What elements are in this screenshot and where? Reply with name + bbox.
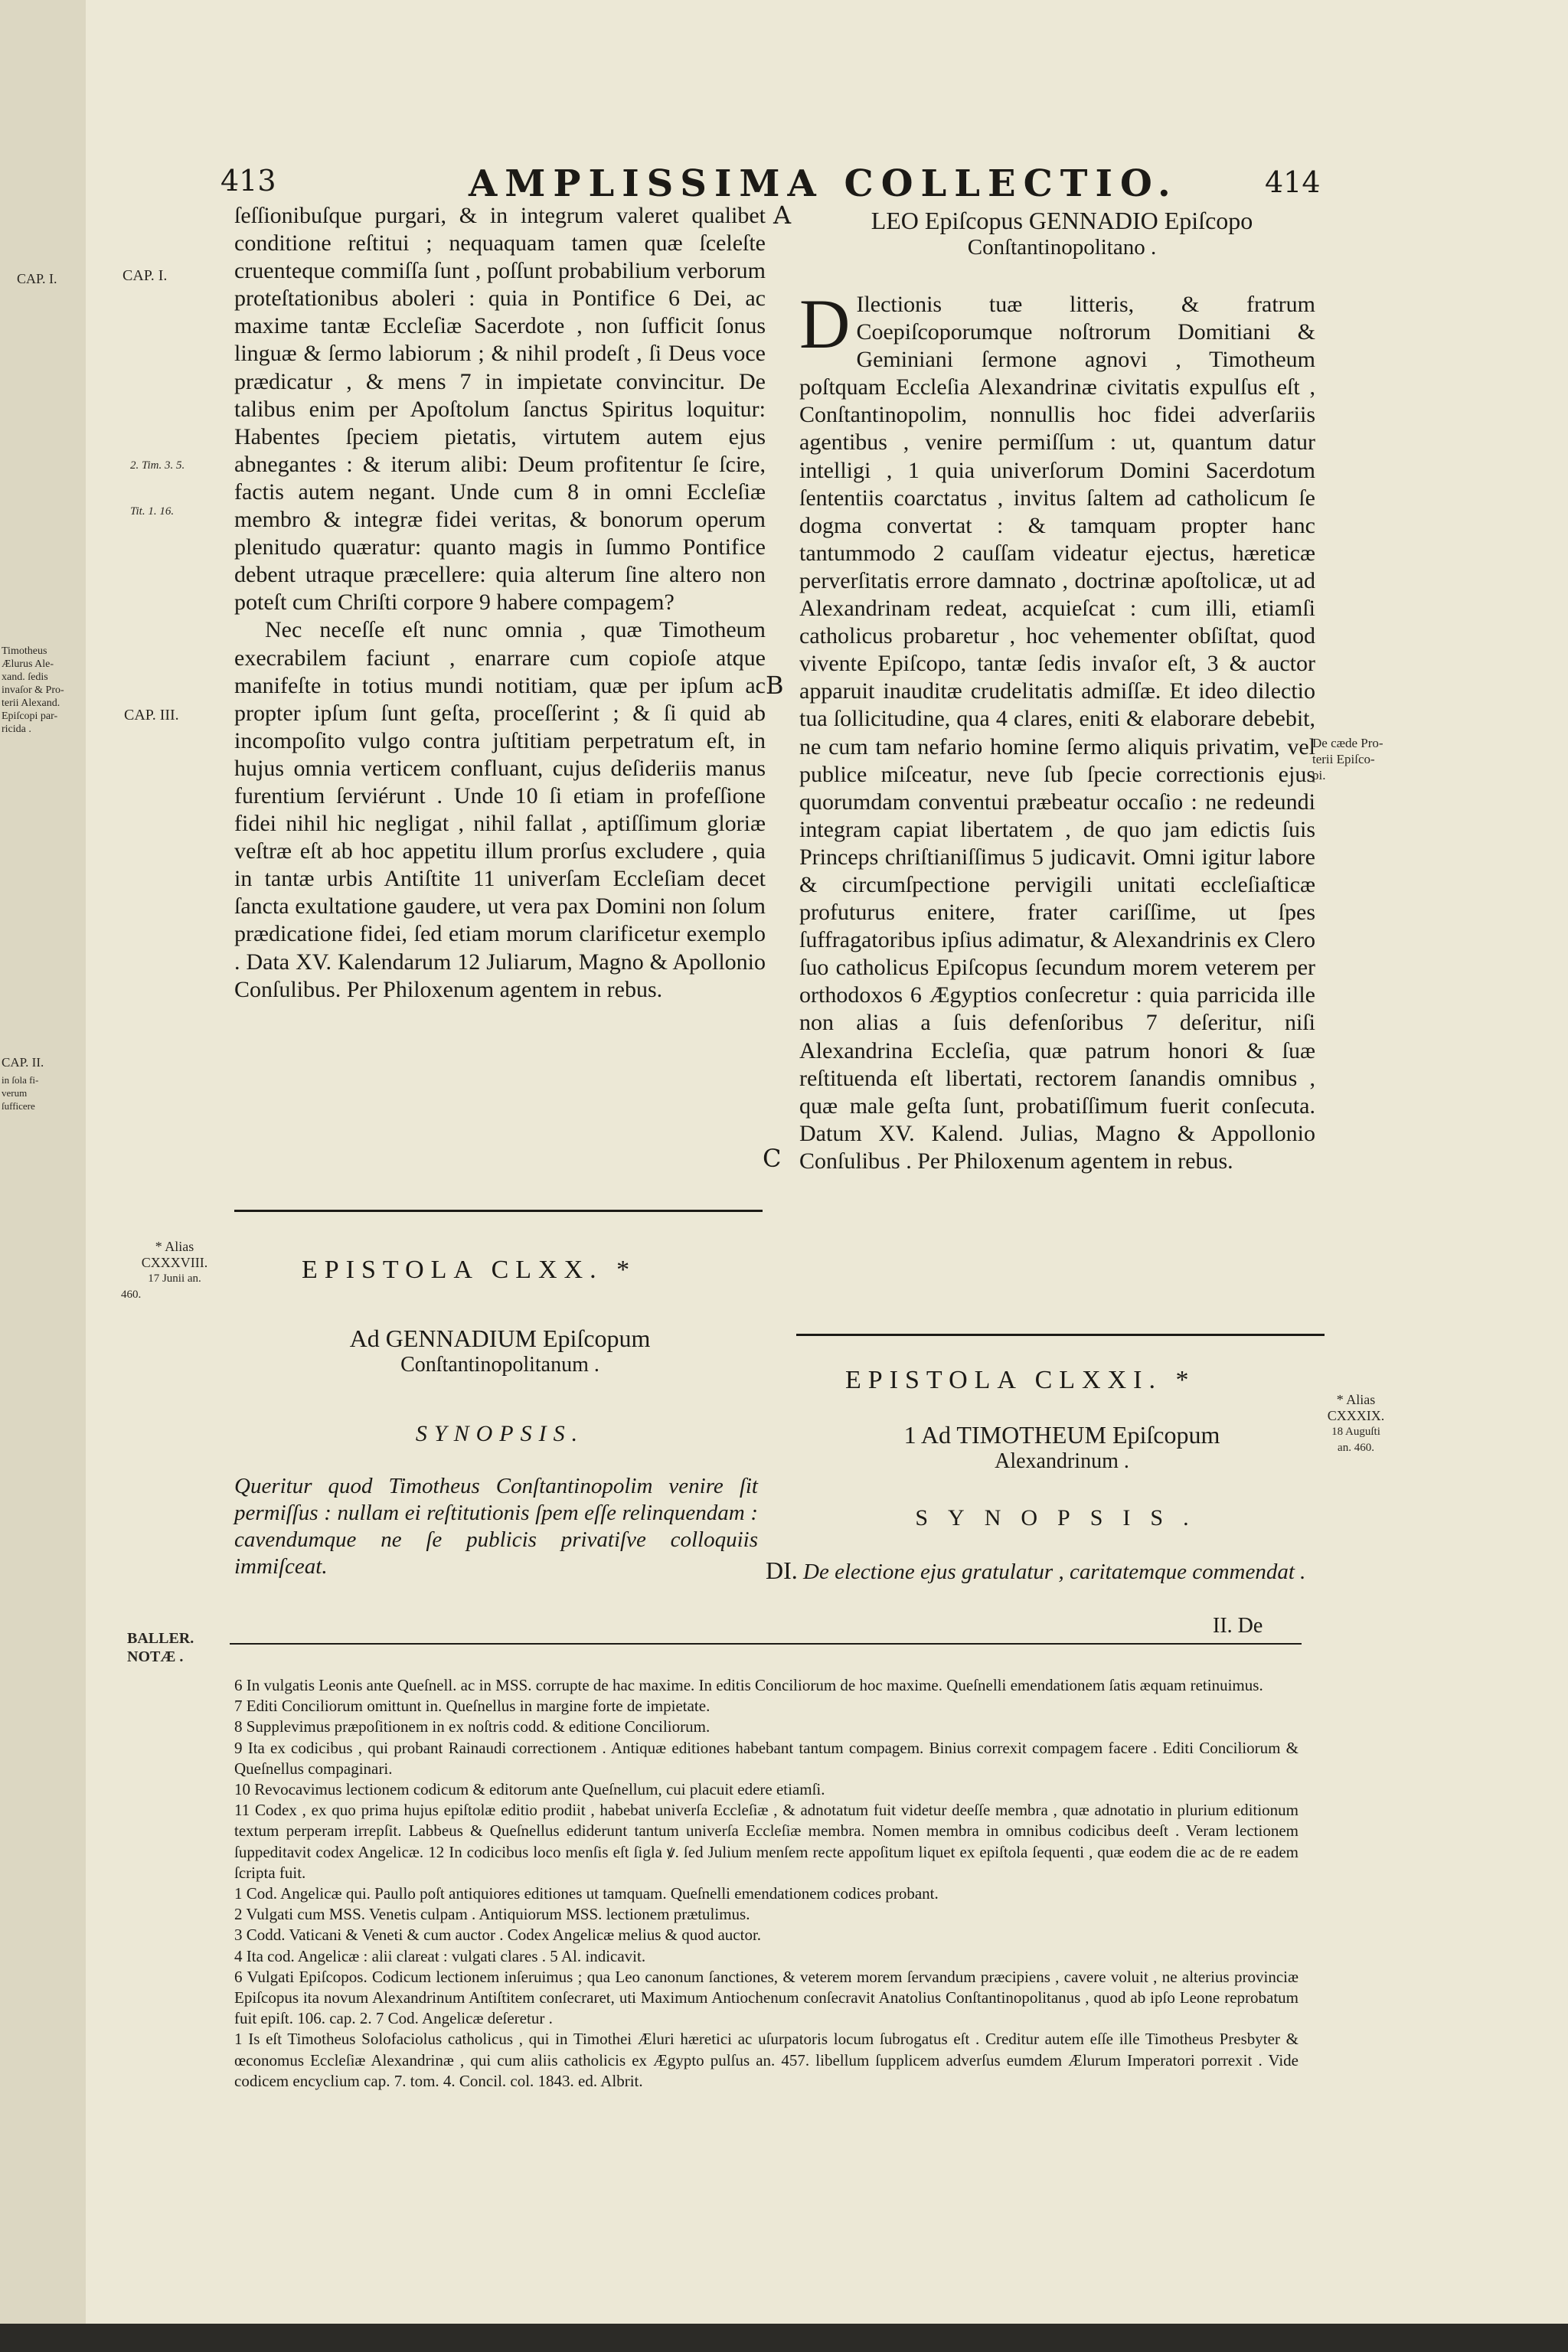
left-column-rule bbox=[234, 1210, 763, 1212]
footnote: 11 Codex , ex quo prima hujus epiſtolæ editio prodiit , habebat univerſa Eccleſiæ , & adnotatum fuit videtur deeſſe membra , quæ adnotatio in plurium editionum textum perperam irrepſit. Labbeus & Queſnellus ediderunt tantum univerſa Eccleſiæ membra. Nomen membra in omnibus codicibus deeſt . Veram lectionem ſuppeditavit codex Angelicæ. 12 In codicibus loco menſis eſt ſigla ꝟ. ſed Julium menſem recte appoſitum liquet ex epiſtola ſequenti , quæ eodem die ac de re eadem ſcripta fuit. bbox=[234, 1801, 1298, 1882]
margin-cap-1: CAP. I. bbox=[122, 267, 168, 284]
epistola-170-addressee: Ad GENNADIUM Epiſcopum Conſtantinopolitanum . bbox=[349, 1325, 651, 1377]
epistola-170-title: EPISTOLA CLXX. * bbox=[302, 1256, 637, 1284]
section-letter-c: C bbox=[763, 1144, 782, 1173]
margin-alias-170: * Alias CXXXVIII. 17 Junii an. 460. bbox=[121, 1239, 208, 1301]
footnotes-rule bbox=[230, 1643, 1302, 1645]
prev-margin-cap1: CAP. I. bbox=[17, 271, 57, 286]
margin-note-proterius: De cæde Pro- terii Epiſco- pi. bbox=[1312, 736, 1383, 782]
margin-ref-1: 2. Tim. 3. 5. bbox=[130, 459, 185, 472]
left-column-text bbox=[234, 202, 766, 1004]
prev-margin-note: Timotheus Ælurus Ale- xand. ſedis invaſor & Pro- terii Alexand. Epiſcopi par- ricida . bbox=[2, 645, 64, 735]
drop-cap: D bbox=[799, 285, 851, 363]
footnote: 2 Vulgati cum MSS. Venetis culpam . Antiquiorum MSS. lectionem prætulimus. bbox=[234, 1905, 750, 1924]
epistola-170-synopsis-text: Queritur quod Timotheus Conſtantinopolim venire ſit permiſſus : nullam ei reſtitutionis ſpem eſſe relinquendam : cavendumque ne ſe publicis privatiſve colloquiis immiſceat. bbox=[234, 1474, 758, 1579]
footnote: 1 Cod. Angelicæ qui. Paullo poſt antiquiores editiones ut tamquam. Queſnelli emendationem codices probant. bbox=[234, 1884, 939, 1903]
catchword: II. De bbox=[1213, 1614, 1263, 1638]
footnote: 7 Editi Conciliorum omittunt in. Queſnellus in margine forte de impietate. bbox=[234, 1697, 710, 1716]
footnote: 1 Is eſt Timotheus Solofaciolus catholicus , qui in Timothei Æluri hæretici ac uſurpatoris locum ſubrogatus eſt . Creditur autem eſſe ille Timotheus Presbyter & œconomus Eccleſiæ Alexandrinæ , qui cum aliis catholicis ex Ægypto pulſus an. 457. libellum ſupplicem adverſus eumdem Ælurum Imperatori porrexit . Vide codicem encyclium cap. 7. tom. 4. Concil. col. 1843. ed. Albrit. bbox=[234, 2030, 1298, 2090]
left-paragraph-2: Nec neceſſe eſt nunc omnia , quæ Timotheum execrabilem faciunt , enarrare cum copioſe atque manifeſte in totius mundi notitiam, quæ per ipſum ac propter ipſum ſunt geſta, proceſſerint ; & ſi quid ab incompoſito vulgo contra juſtitiam perpetratum eſt, in hujus omnia verticem confluant, cujus deſideriis manus furentium ſerviérunt . Unde 10 ſi etiam in profeſſione fidei nihil hic negligat , nihil fallat , aptiſſimum gloriæ veſtræ eſt ab hoc appetitu illum prorſus excludere , quia in tantæ urbis Antiſtite 11 univerſam Eccleſiam decet ſancta exultatione gaudere, ut vera pax Domini non ſolum prædicatione fidei, ſed etiam morum clarificetur exemplo . Data XV. Kalendarum 12 Juliarum, Magno & Apollonio Conſulibus. Per Philoxenum agentem in rebus. bbox=[234, 617, 766, 1002]
margin-alias-171: * Alias CXXXIX. 18 Auguſti an. 460. bbox=[1327, 1392, 1385, 1454]
right-column-text bbox=[799, 285, 1315, 1175]
previous-page-edge bbox=[0, 0, 89, 2352]
page-bottom-shadow bbox=[0, 2324, 1568, 2352]
footnote: 6 Vulgati Epiſcopos. Codicum lectionem inſeruimus ; qua Leo canonum ſanctiones, & veterem morem ſervandum præcipiens , cavere voluit , ne alterius provinciæ Epiſcopus ita novum Alexandrinum Antiſtitem conſecraret, uti Maximum Antiochenum conſecravit Anatolius Conſtantinopolitanus , quod ab ipſo Leone reprobatum fuit epiſt. 106. cap. 2. 7 Cod. Angelicæ deſeretur . bbox=[234, 1967, 1298, 2028]
epistola-171-synopsis-label: SYNOPSIS. bbox=[915, 1505, 1209, 1530]
page-number-left: 413 bbox=[220, 164, 276, 198]
section-letter-a: A bbox=[773, 201, 792, 230]
footnote: 6 In vulgatis Leonis ante Queſnell. ac in MSS. corrupte de hac maxime. In editis Conciliorum de hoc maxime. Queſnelli emendationem ſatis æquam retinuimus. bbox=[234, 1676, 1263, 1694]
right-body: Ilectionis tuæ litteris, & fratrum Coepiſcoporumque noſtrorum Domitiani & Geminiani ſermone agnovi , Timotheum poſtquam Eccleſia Alexandrinæ civitatis expulſus eſt , Conſtantinopolim, nonnullis hoc fidei adverſariis agentibus , venire permiſſum : ut, quantum datur intelligi , 1 quia univerſorum Domini Sacerdotum ſententiis coarctatus , invitus ſaltem ad catholicum ſe dogma convertat : & tamquam propter hanc tantummodo 2 cauſſam videatur ejectus, hæreticæ perverſitatis errore damnato , doctrinæ apoſtolicæ, ut ad Alexandrinam redeat, acquieſcat : cum illi, etiamſi catholicus probaretur , hoc vehementer obſiſtat, quod vivente Epiſcopo, tantæ ſedis invaſor eſt, 3 & auctor apparuit inauditæ crudelitatis admiſſæ. Et ideo dilectio tua ſollicitudine, qua 4 clares, eniti & elaborare debebit, ne cum tam nefario homine ſermo aliquis privatim, vel publice miſceatur, neve ſub ſpecie correctionis ejus quorumdam conventui præbeatur occaſio : ne redeundi integram capiat libertatem , de quo jam edictis ſuis Princeps chriſtianiſſimus 5 judicavit. Omni igitur labore & circumſpectione pervigili unitati eccleſiaſticæ profuturus enitere, frater cariſſime, ut ſpes ſuffragatoribus ipſius adimatur, & Alexandrinis ex Clero ſuo catholicus Epiſcopus ſecundum morem veterem per orthodoxos 6 Ægyptios conſecretur : quia parricida ille non alias a ſuis defenſoribus 7 deſeritur, niſi Alexandrina Eccleſia, quæ patrum honori & ſuæ reſtituenda eſt libertati, rectorem ſanandis omnibus , quæ male geſta ſunt, probatiſſimum fuerit conſecuta. Datum XV. Kalend. Julias, Magno & Appollonio Conſulibus . Per Philoxenum agentem in rebus. bbox=[799, 292, 1315, 1174]
footnote: 8 Supplevimus præpoſitionem in ex noſtris codd. & editione Conciliorum. bbox=[234, 1717, 710, 1736]
footnotes bbox=[234, 1675, 1298, 2092]
margin-baller-notae: BALLER. NOTÆ . bbox=[127, 1630, 194, 1665]
footnote: 9 Ita ex codicibus , qui probant Rainaudi correctionem . Antiquæ editiones habebant tantum compagem. Binius correxit compagem facere . Editi Conciliorum & Queſnellus compaginari. bbox=[234, 1738, 1298, 1778]
epistola-171-addressee: 1 Ad TIMOTHEUM Epiſcopum Alexandrinum . bbox=[903, 1421, 1220, 1473]
margin-ref-2: Tit. 1. 16. bbox=[130, 505, 175, 518]
footnote: 3 Codd. Vaticani & Veneti & cum auctor . Codex Angelicæ melius & quod auctor. bbox=[234, 1926, 762, 1945]
prev-margin-cap2-note: in ſola fi- verum ſufficere bbox=[2, 1074, 39, 1112]
margin-cap-3: CAP. III. bbox=[124, 707, 179, 724]
epistola-171-synopsis: DI. De electione ejus gratulatur , caritatemque commendat . bbox=[766, 1557, 1306, 1584]
footnote: 4 Ita cod. Angelicæ : alii clareat : vulgati clares . 5 Al. indicavit. bbox=[234, 1946, 646, 1965]
epistola-170-synopsis-label: SYNOPSIS. bbox=[415, 1421, 585, 1446]
section-letter-b: B bbox=[766, 671, 784, 700]
prev-margin-cap2: CAP. II. bbox=[2, 1055, 44, 1070]
footnote: 10 Revocavimus lectionem codicum & editorum ante Queſnellum, cui placuit edere etiamſi. bbox=[234, 1780, 825, 1799]
left-paragraph-1: ſeſſionibuſque purgari, & in integrum valeret qualibet conditione reſtitui ; nequaquam tamen quæ ſceleſte cruenteque commiſſa ſunt , poſſunt probabilium verborum proteſtationibus aboleri : quia in Pontifice 6 Dei, ac maxime tantæ Eccleſiæ Sacerdote , non ſufficit ſonus linguæ & ſermo labiorum ; & nihil prodeſt , ſi Deus voce prædicatur , & mens 7 in impietate convincitur. De talibus enim per Apoſtolum ſanctus Spiritus loquitur: Habentes ſpeciem pietatis, virtutem autem ejus abnegantes : & iterum alibi: Deum profitentur ſe ſcire, factis autem negant. Unde cum 8 in omni Eccleſiæ membro & integræ fidei veritas, & bonorum operum plenitudo quæratur: quanto magis in ſummo Pontifice debent utraque præcellere: quia alterum ſine altero non poteſt cum Chriſti corpore 9 habere compagem? bbox=[234, 203, 766, 616]
page-number-right: 414 bbox=[1265, 165, 1321, 199]
salutation: LEO Epiſcopus GENNADIO Epiſcopo Conſtantinopolitano . bbox=[871, 207, 1253, 260]
epistola-171-title: EPISTOLA CLXXI. * bbox=[845, 1366, 1196, 1394]
right-column-rule bbox=[796, 1334, 1325, 1336]
running-title: AMPLISSIMA COLLECTIO. bbox=[469, 162, 1178, 205]
